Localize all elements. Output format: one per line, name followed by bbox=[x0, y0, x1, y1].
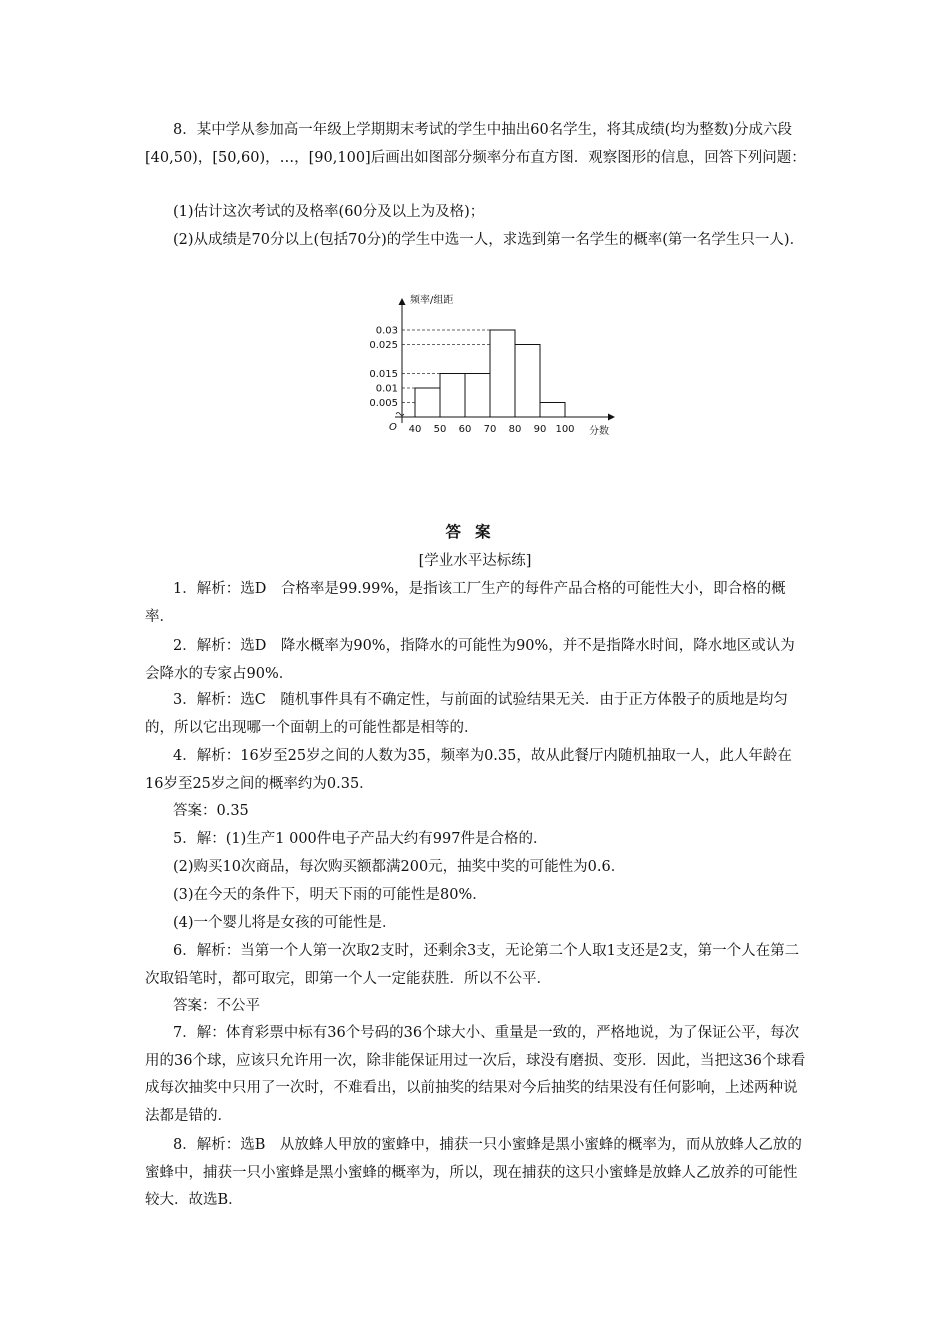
origin-label: O bbox=[389, 422, 397, 433]
y-tick-label-0.01: 0.01 bbox=[375, 383, 398, 395]
answer-6: 6．解析：当第一个人第一次取2支时，还剩余3支，无论第二个人取1支还是2支，第一个人在第二次取铅笔时，都可取完，即第一个人一定能获胜．所以不公平． bbox=[145, 943, 800, 987]
y-axis-arrow bbox=[399, 298, 406, 305]
x-tick-label-90: 90 bbox=[533, 424, 547, 435]
x-tick-label-40: 40 bbox=[408, 424, 422, 435]
bar-[80,90) bbox=[515, 345, 540, 418]
section-heading: [学业水平达标练] bbox=[418, 553, 532, 569]
y-tick-label-0.015: 0.015 bbox=[369, 369, 398, 380]
answer-6-result: 答案：不公平 bbox=[173, 998, 260, 1014]
answer-4-result: 答案：0.35 bbox=[173, 803, 249, 819]
frequency-histogram bbox=[365, 290, 625, 445]
question-8-part-2: (2)从成绩是70分以上(包括70分)的学生中选一人，求选到第一名学生的概率(第一名学生只一人)． bbox=[173, 232, 805, 248]
y-axis-label: 频率/组距 bbox=[410, 295, 454, 306]
bar-[90,100] bbox=[540, 403, 565, 418]
x-tick-label-60: 60 bbox=[458, 424, 472, 435]
bar-[70,80) bbox=[490, 330, 515, 417]
x-tick-label-80: 80 bbox=[508, 424, 522, 435]
answer-5: 5．解：(1)生产1 000件电子产品大约有997件是合格的． bbox=[173, 831, 548, 847]
question-8-part-1: (1)估计这次考试的及格率(60分及以上为及格)； bbox=[173, 204, 485, 220]
answer-5-part-2: (2)购买10次商品，每次购买额都满200元，抽奖中奖的可能性为0.6． bbox=[173, 859, 626, 875]
answer-2: 2．解析：选D 降水概率为90%，指降水的可能性为90%，并不是指降水时间，降水地区或认为会降水的专家占90%． bbox=[145, 638, 795, 682]
x-tick-label-100: 100 bbox=[555, 424, 575, 435]
y-tick-label-0.025: 0.025 bbox=[369, 340, 398, 351]
y-tick-label-0.005: 0.005 bbox=[369, 398, 398, 409]
x-tick-label-50: 50 bbox=[433, 424, 447, 435]
bar-[50,60) bbox=[440, 374, 465, 418]
y-tick-label-0.03: 0.03 bbox=[375, 325, 398, 337]
question-8-stem: 8．某中学从参加高一年级上学期期末考试的学生中抽出60名学生，将其成绩(均为整数)分成六段[40,50)，[50,60)，…，[90,100]后画出如图部分频率分布直方图．观察图形的信息，回答下列问题： bbox=[145, 122, 806, 166]
x-tick-label-70: 70 bbox=[483, 424, 497, 435]
answer-8: 8．解析：选B 从放蜂人甲放的蜜蜂中，捕获一只小蜜蜂是黑小蜜蜂的概率为，而从放蜂人乙放的蜜蜂中，捕获一只小蜜蜂是黑小蜜蜂的概率为，所以，现在捕获的这只小蜜蜂是放蜂人乙放养的可能性较大．故选B． bbox=[145, 1137, 802, 1208]
x-axis-arrow bbox=[608, 414, 615, 421]
bar-[40,50) bbox=[415, 388, 440, 417]
answer-4: 4．解析：16岁至25岁之间的人数为35，频率为0.35，故从此餐厅内随机抽取一人，此人年龄在16岁至25岁之间的概率约为0.35． bbox=[145, 748, 792, 792]
x-axis-label: 分数 bbox=[589, 426, 609, 437]
answers-heading: 答案 bbox=[445, 522, 505, 541]
answer-5-part-3: (3)在今天的条件下，明天下雨的可能性是80%． bbox=[173, 887, 487, 903]
answer-3: 3．解析：选C 随机事件具有不确定性，与前面的试验结果无关．由于正方体骰子的质地是均匀的，所以它出现哪一个面朝上的可能性都是相等的． bbox=[145, 692, 788, 736]
answer-7: 7．解：体育彩票中标有36个号码的36个球大小、重量是一致的，严格地说，为了保证公平，每次用的36个球，应该只允许用一次，除非能保证用过一次后，球没有磨损、变形．因此，当把这36个球看成每次抽奖中只用了一次时，不难看出，以前抽奖的结果对今后抽奖的结果没有任何影响，上述两种说法都是错的． bbox=[145, 1025, 806, 1124]
bar-[60,70) bbox=[465, 374, 490, 418]
answer-5-part-4: (4)一个婴儿将是女孩的可能性是． bbox=[173, 915, 397, 931]
axis-break-mark bbox=[396, 413, 404, 416]
answer-1: 1．解析：选D 合格率是99.99%，是指该工厂生产的每件产品合格的可能性大小，即合格的概率． bbox=[145, 581, 786, 625]
